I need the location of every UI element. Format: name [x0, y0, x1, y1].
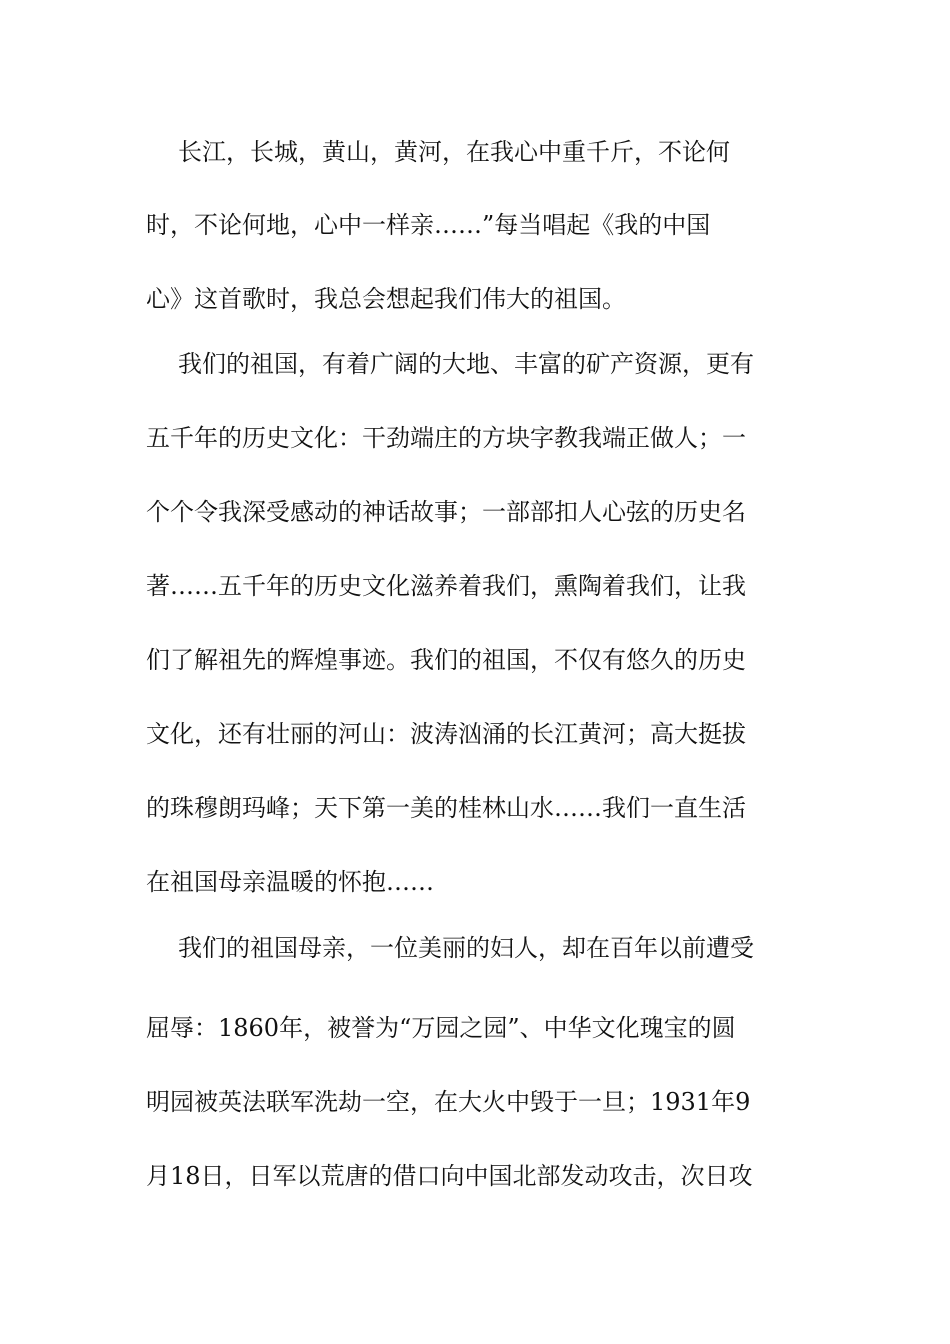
paragraph-2-line-4: 著……五千年的历史文化滋养着我们，熏陶着我们，让我 [146, 572, 746, 600]
paragraph-2-line-1: 我们的祖国，有着广阔的大地、丰富的矿产资源，更有 [178, 350, 754, 378]
paragraph-2-line-8: 在祖国母亲温暖的怀抱…… [146, 868, 434, 896]
paragraph-2-line-2: 五千年的历史文化：干劲端庄的方块字教我端正做人；一 [146, 424, 746, 452]
paragraph-2-line-3: 个个令我深受感动的神话故事；一部部扣人心弦的历史名 [146, 498, 746, 526]
paragraph-3-line-4: 月18日，日军以荒唐的借口向中国北部发动攻击，次日攻 [146, 1162, 753, 1190]
paragraph-3-line-3: 明园被英法联军洗劫一空，在大火中毁于一旦；1931年9 [146, 1088, 751, 1116]
paragraph-2-line-7: 的珠穆朗玛峰；天下第一美的桂林山水……我们一直生活 [146, 794, 746, 822]
paragraph-2-line-6: 文化，还有壮丽的河山：波涛汹涌的长江黄河；高大挺拔 [146, 720, 746, 748]
paragraph-1-line-1: 长江，长城，黄山，黄河，在我心中重千斤，不论何 [178, 138, 730, 166]
paragraph-3-line-2: 屈辱：1860年，被誉为“万园之园”、中华文化瑰宝的圆 [146, 1014, 736, 1042]
paragraph-1-line-2: 时，不论何地，心中一样亲……”每当唱起《我的中国 [146, 211, 711, 239]
paragraph-3-line-1: 我们的祖国母亲，一位美丽的妇人，却在百年以前遭受 [178, 934, 754, 962]
paragraph-1-line-3: 心》这首歌时，我总会想起我们伟大的祖国。 [146, 285, 626, 313]
paragraph-2-line-5: 们了解祖先的辉煌事迹。我们的祖国，不仅有悠久的历史 [146, 646, 746, 674]
